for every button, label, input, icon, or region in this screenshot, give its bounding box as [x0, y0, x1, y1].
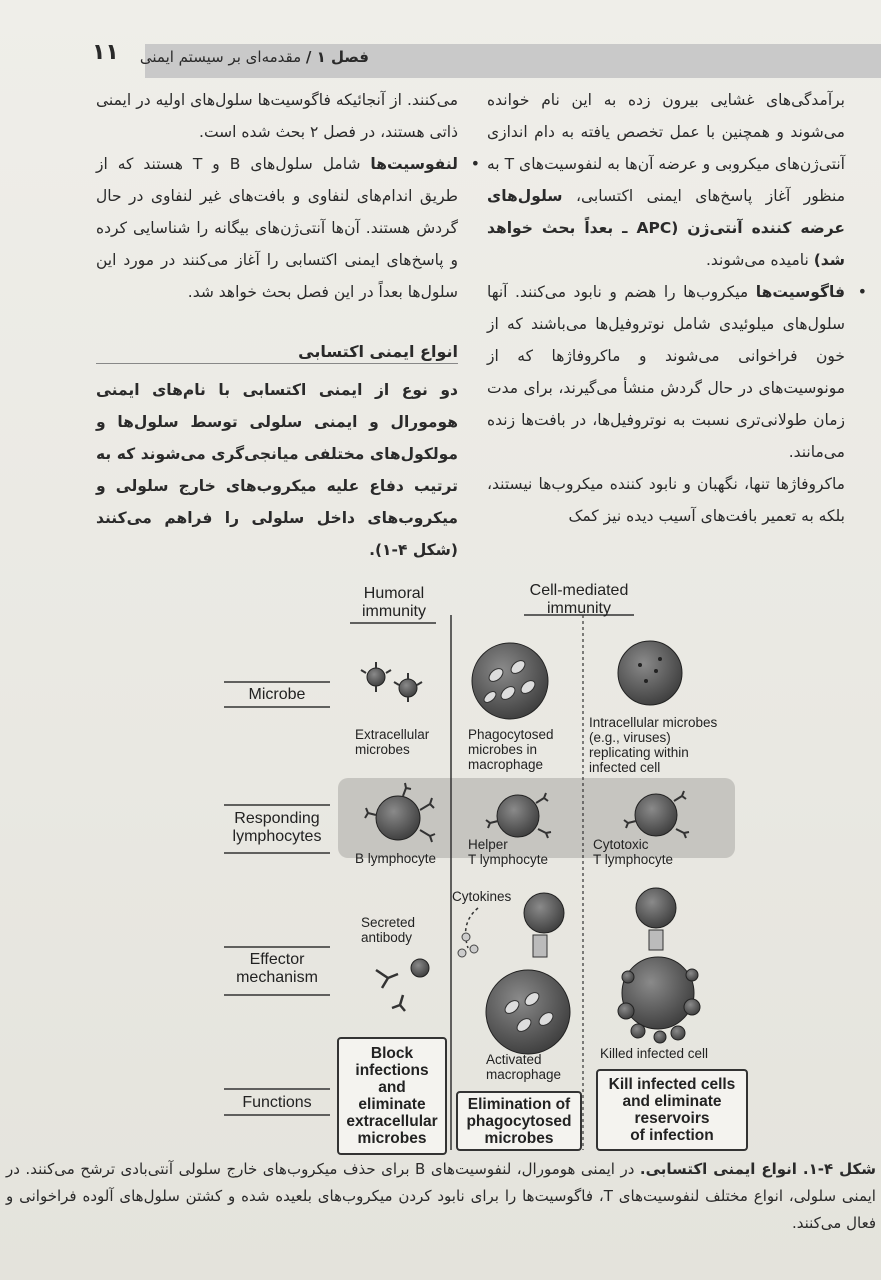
section-body: دو نوع از ایمنی اکتسابی با نام‌های ایمنی هومورال و ایمنی سلولی توسط سلول‌ها و مولکول‌های مختلفی میانجی‌گری می‌شوند که به ترتیب دفاع علیه میکروب‌های خارج سلولی و میکروب‌های داخل سلولی را فراهم می‌کنند (شکل ۴-۱).: [96, 381, 458, 559]
left-column: [96, 84, 458, 308]
col-head-cell-mediated: Cell-mediated immunity: [529, 582, 629, 617]
extracellular-microbes: [361, 662, 422, 702]
effector-cytotoxic-t: [636, 888, 676, 928]
bullet-phagocytes: • فاگوسیت‌ها میکروب‌ها را هضم و نابود می‌کنند. آنها سلول‌های میلوئیدی شامل نوتروفیل‌ها می‌باشند که از خون فراخوانی می‌شوند و ماکروفاژها که از مونوسیت‌های در حال گردش منشأ می‌گیرند، برای مدت زمان طولانی‌تری نسبت به نوتروفیل‌ها، در بافت‌ها زنده می‌مانند.: [487, 276, 845, 468]
activated-macrophage: [486, 970, 570, 1054]
bullet-lymphocytes: • لنفوسیت‌ها شامل سلول‌های B و T هستند که از طریق اندام‌های لنفاوی و بافت‌های غیر لنفاوی در حال گردش هستند. آن‌ها آنتی‌ژن‌های بیگانه را شناسایی کرده و پاسخ‌های ایمنی اکتسابی را آغاز می‌کنند در مورد این سلول‌ها بعداً در این فصل بحث خواهد شد.: [96, 148, 458, 308]
figure-adaptive-immunity: [208, 575, 748, 1155]
cytokine-dots: [458, 933, 478, 957]
running-head: [140, 48, 369, 66]
macrophage-phagocytosed: [472, 643, 548, 719]
helper-contact: [533, 935, 547, 957]
row-label-lines: [224, 682, 330, 1115]
figure-caption: [6, 1156, 876, 1237]
page-number: ۱۱: [92, 40, 119, 65]
label-helper-t: Helper T lymphocyte: [468, 837, 549, 867]
ctl-contact: [649, 930, 663, 950]
label-extracellular: Extracellular microbes: [355, 727, 430, 757]
cytokine-arrow: [466, 908, 478, 948]
caption-label: شکل ۴-۱. انواع ایمنی اکتسابی.: [639, 1160, 876, 1178]
label-b-lymphocyte: B lymphocyte: [355, 851, 437, 866]
effector-helper-t: [524, 893, 564, 933]
label-activated-macrophage: Activated macrophage: [486, 1052, 562, 1082]
killed-infected-cell: [618, 957, 700, 1043]
apc-term: سلول‌های عرضه کننده آنتی‌ژن (APC ـ بعداً بحث خواهد شد): [487, 187, 845, 269]
caption-text: در ایمنی هومورال، لنفوسیت‌های B برای حذف میکروب‌های خارج سلولی آنتی‌بادی ترشح می‌کنند. در ایمنی سلولی، انواع مختلف لنفوسیت‌های T، فاگوسیت‌ها را برای نابود کردن میکروب‌های بلعیده شده و کشتن سلول‌های آلوده فراخوانی و فعال می‌کنند.: [6, 1160, 876, 1232]
col-head-humoral: Humoral immunity: [361, 585, 426, 620]
section-title: انواع ایمنی اکتسابی: [96, 342, 458, 364]
function-box-cell-mediated: Kill infected cells and eliminate reservoirs of infection: [596, 1069, 748, 1151]
chapter-title: مقدمه‌ای بر سیستم ایمنی: [139, 48, 302, 66]
row-label-microbe: Microbe: [248, 686, 306, 703]
chapter-label: فصل ۱ /: [305, 48, 369, 66]
lymphocytes-term: لنفوسیت‌ها: [370, 155, 458, 173]
function-box-humoral: Block infections and eliminate extracellular microbes: [337, 1037, 447, 1155]
label-intracellular: Intracellular microbes (e.g., viruses) replicating within infected cell: [589, 715, 718, 775]
right-para-2: ماکروفاژها تنها، نگهبان و نابود کننده میکروب‌ها نیستند، بلکه به تعمیر بافت‌های آسیب دیده نیز کمک: [487, 475, 845, 525]
row-label-effector: Effector mechanism: [236, 951, 318, 986]
antibody-coated-microbe: [411, 959, 429, 977]
right-column: [487, 84, 845, 532]
label-phagocytosed: Phagocytosed microbes in macrophage: [468, 727, 554, 772]
label-cytotoxic-t: Cytotoxic T lymphocyte: [593, 837, 674, 867]
secreted-antibody: [376, 970, 405, 1011]
label-secreted-antibody: Secreted antibody: [361, 915, 416, 945]
function-box-phagocytosed: Elimination of phagocytosed microbes: [456, 1091, 582, 1151]
phagocytes-term: فاگوسیت‌ها: [755, 283, 845, 301]
row-label-responding: Responding lymphocytes: [232, 810, 322, 845]
label-cytokines: Cytokines: [452, 889, 512, 904]
row-label-functions: Functions: [242, 1094, 312, 1111]
infected-cell: [618, 641, 682, 705]
right-para-1: برآمدگی‌های غشایی بیرون زده به این نام خوانده می‌شوند و همچنین با عمل تخصص یافته به دام اندازی آنتی‌ژن‌های میکروبی و عرضه آن‌ها به لنفوسیت‌های T به منظور آغاز پاسخ‌های ایمنی اکتسابی، سلول‌های عرضه کننده آنتی‌ژن (APC ـ بعداً بحث خواهد شد) نامیده می‌شوند.: [487, 91, 845, 269]
label-killed-infected-cell: Killed infected cell: [600, 1046, 709, 1061]
left-para-1: می‌کنند. از آنجائیکه فاگوسیت‌ها سلول‌های اولیه در ایمنی ذاتی هستند، در فصل ۲ بحث شده است.: [96, 91, 458, 141]
